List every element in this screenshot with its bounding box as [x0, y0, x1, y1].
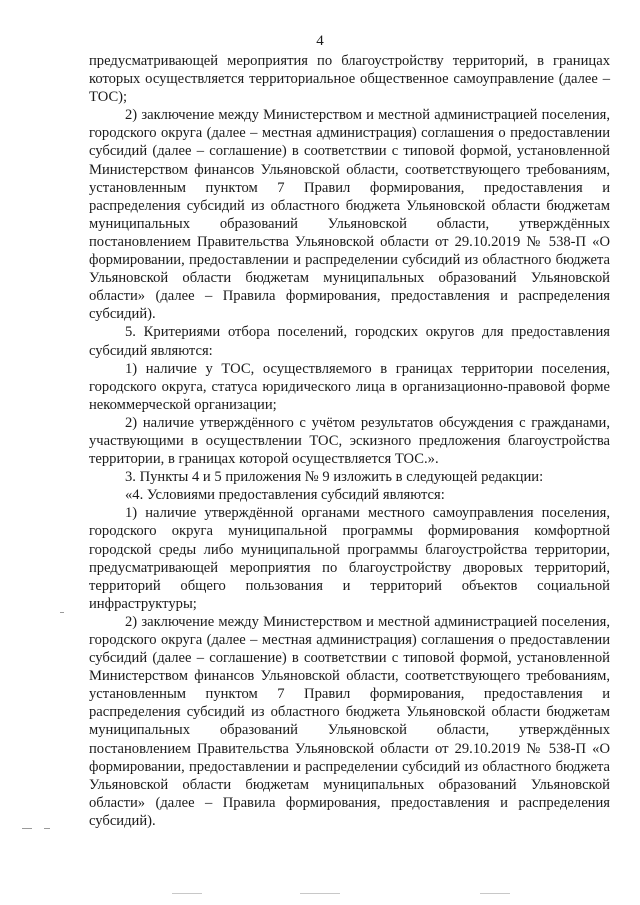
scan-mark	[60, 612, 64, 613]
scan-mark	[480, 893, 510, 894]
paragraph: предусматривающей мероприятия по благоустройству территорий, в границах которых осуществляется территориальное общественное самоуправление (далее – ТОС);	[89, 53, 610, 106]
scan-mark	[172, 893, 202, 894]
paragraph: «4. Условиями предоставления субсидий являются:	[125, 487, 445, 504]
paragraph: 2) заключение между Министерством и местной администрацией поселения, городского округа (далее – местная администрация) соглашения о предоставлении субсидий (далее – соглашение) в соответствии с типовой формой, установленной Министерством финансов Ульяновской области, соответствующего требованиям, установленным пунктом 7 Правил формирования, предоставления и распределения субсидий из областного бюджета Ульяновской области бюджетам муниципальных образований Ульяновской области, утверждённых постановлением Правительства Ульяновской области от 29.10.2019 № 538-П «О формировании, предоставлении и распределении субсидий из областного бюджета Ульяновской области бюджетам муниципальных образований Ульяновской области» (далее – Правила формирования, предоставления и распределения субсидий).	[89, 613, 610, 829]
scan-mark	[44, 828, 50, 829]
paragraph: 1) наличие у ТОС, осуществляемого в границах территории поселения, городского округа, статуса юридического лица в организационно-правовой форме некоммерческой организации;	[89, 360, 610, 413]
paragraph: 2) заключение между Министерством и местной администрацией поселения, городского округа (далее – местная администрация) соглашения о предоставлении субсидий (далее – соглашение) в соответствии с типовой формой, установленной Министерством финансов Ульяновской области, соответствующего требованиям, установленным пунктом 7 Правил формирования, предоставления и распределения субсидий из областного бюджета Ульяновской области бюджетам муниципальных образований Ульяновской области, утверждённых постановлением Правительства Ульяновской области от 29.10.2019 № 538-П «О формировании, предоставлении и распределении субсидий из областного бюджета Ульяновской области бюджетам муниципальных образований Ульяновской области» (далее – Правила формирования, предоставления и распределения субсидий).	[89, 107, 610, 323]
scan-mark	[300, 893, 340, 894]
document-body	[89, 52, 610, 830]
paragraph: 2) наличие утверждённого с учётом результатов обсуждения с гражданами, участвующими в осуществлении ТОС, эскизного предложения благоустройства территории, в границах которой осуществляется ТОС.».	[89, 414, 610, 468]
paragraph: 1) наличие утверждённой органами местного самоуправления поселения, городского округа муниципальной программы формирования комфортной городской среды либо муниципальной программы благоустройства территории, предусматривающей мероприятия по благоустройству дворовых территорий, территорий общего пользования и территорий объектов социальной инфраструктуры;	[89, 505, 610, 612]
paragraph: 3. Пункты 4 и 5 приложения № 9 изложить в следующей редакции:	[125, 469, 544, 486]
page-number: 4	[316, 33, 324, 49]
scan-mark	[22, 828, 32, 829]
paragraph: 5. Критериями отбора поселений, городских округов для предоставления субсидий являются:	[89, 324, 610, 359]
